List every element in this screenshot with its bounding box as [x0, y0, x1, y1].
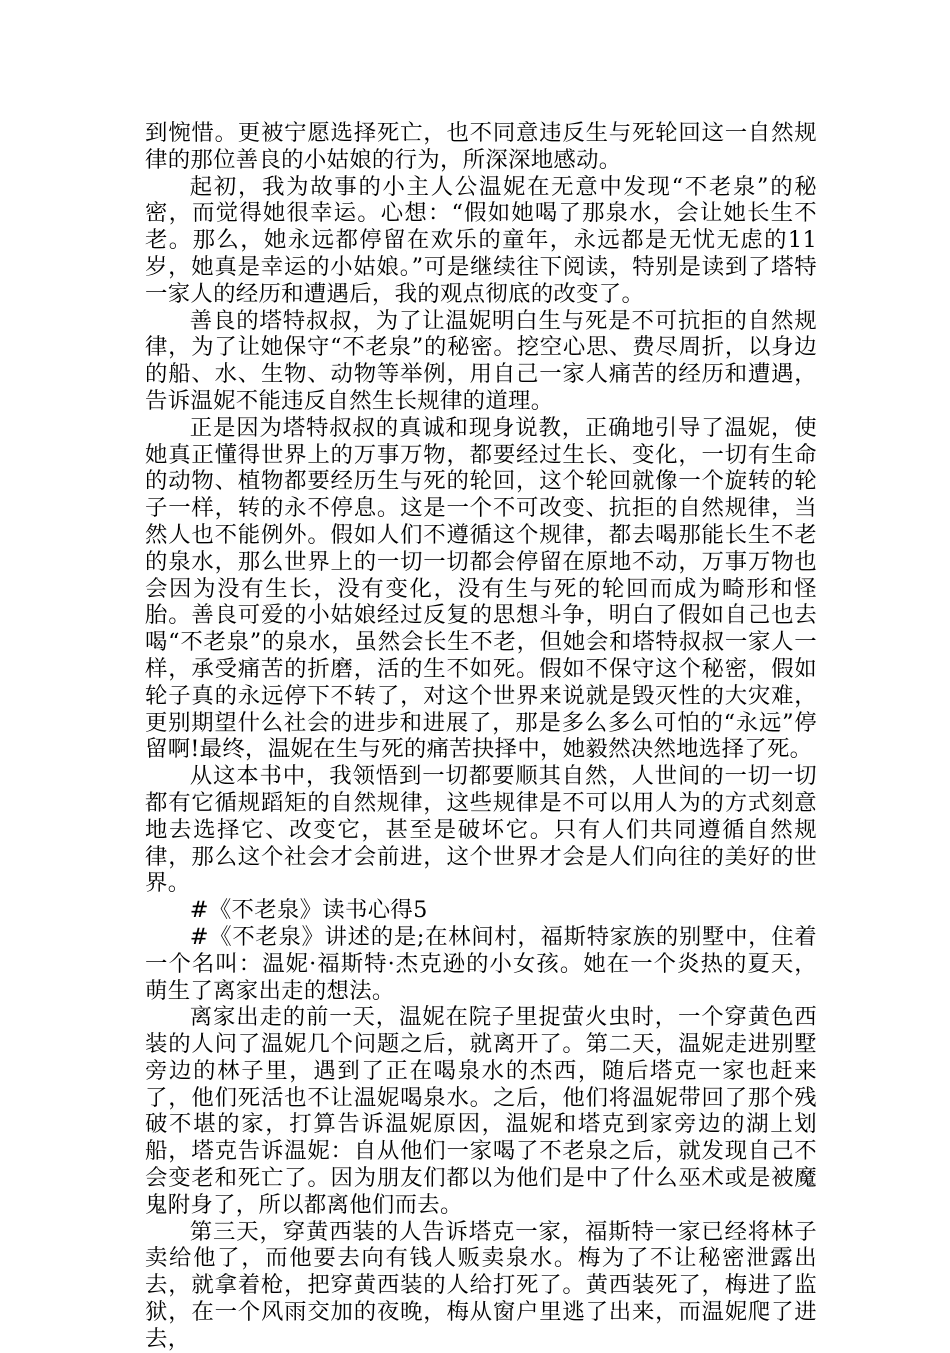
- document-page: [145, 120, 817, 1353]
- paragraph-1: 到惋惜。更被宁愿选择死亡，也不同意违反生与死轮回这一自然规律的那位善良的小姑娘的行为，所深深地感动。: [145, 120, 817, 173]
- paragraph-5: 从这本书中，我领悟到一切都要顺其自然，人世间的一切一切都有它循规蹈矩的自然规律，这些规律是不可以用人为的方式刻意地去选择它、改变它，甚至是破坏它。只有人们共同遵循自然规律，那么这个社会才会前进，这个世界才会是人们向往的美好的世界。: [145, 763, 817, 897]
- section-heading: #《不老泉》读书心得5: [189, 897, 428, 924]
- paragraph-2: 起初，我为故事的小主人公温妮在无意中发现“不老泉”的秘密，而觉得她很幸运。心想：“假如她喝了那泉水，会让她长生不老。那么，她永远都停留在欢乐的童年，永远都是无忧无虑的11岁，她真是幸运的小姑娘。”可是继续往下阅读，特别是读到了塔特一家人的经历和遭遇后，我的观点彻底的改变了。: [145, 173, 817, 307]
- paragraph-4: 正是因为塔特叔叔的真诚和现身说教，正确地引导了温妮，使她真正懂得世界上的万事万物，都要经过生长、变化，一切有生命的动物、植物都要经历生与死的轮回，这个轮回就像一个旋转的轮子一样，转的永不停息。这是一个不可改变、抗拒的自然规律，当然人也不能例外。假如人们不遵循这个规律，都去喝那能长生不老的泉水，那么世界上的一切一切都会停留在原地不动，万事万物也会因为没有生长，没有变化，没有生与死的轮回而成为畸形和怪胎。善良可爱的小姑娘经过反复的思想斗争，明白了假如自己也去喝“不老泉”的泉水，虽然会长生不老，但她会和塔特叔叔一家人一样，承受痛苦的折磨，活的生不如死。假如不保守这个秘密，假如轮子真的永远停下不转了，对这个世界来说就是毁灭性的大灾难，更别期望什么社会的进步和进展了，那是多么多么可怕的“永远”停留啊!最终，温妮在生与死的痛苦抉择中，她毅然决然地选择了死。: [145, 414, 817, 763]
- paragraph-3: 善良的塔特叔叔，为了让温妮明白生与死是不可抗拒的自然规律，为了让她保守“不老泉”的秘密。挖空心思、费尽周折，以身边的船、水、生物、动物等举例，用自己一家人痛苦的经历和遭遇，告诉温妮不能违反自然生长规律的道理。: [145, 307, 817, 414]
- paragraph-7: 离家出走的前一天，温妮在院子里捉萤火虫时，一个穿黄色西装的人问了温妮几个问题之后，就离开了。第二天，温妮走进别墅旁边的林子里，遇到了正在喝泉水的杰西，随后塔克一家也赶来了，他们死活也不让温妮喝泉水。之后，他们将温妮带回了那个残破不堪的家，打算告诉温妮原因，温妮和塔克到家旁边的湖上划船，塔克告诉温妮：自从他们一家喝了不老泉之后，就发现自己不会变老和死亡了。因为朋友们都以为他们是中了什么巫术或是被魔鬼附身了，所以都离他们而去。: [145, 1004, 817, 1218]
- paragraph-8: 第三天，穿黄西装的人告诉塔克一家，福斯特一家已经将林子卖给他了，而他要去向有钱人贩卖泉水。梅为了不让秘密泄露出去，就拿着枪，把穿黄西装的人给打死了。黄西装死了，梅进了监狱，在一个风雨交加的夜晚，梅从窗户里逃了出来，而温妮爬了进去，: [145, 1218, 817, 1352]
- paragraph-6: #《不老泉》讲述的是;在林间村，福斯特家族的别墅中，住着一个名叫：温妮·福斯特·杰克逊的小女孩。她在一个炎热的夏天，萌生了离家出走的想法。: [145, 923, 817, 1004]
